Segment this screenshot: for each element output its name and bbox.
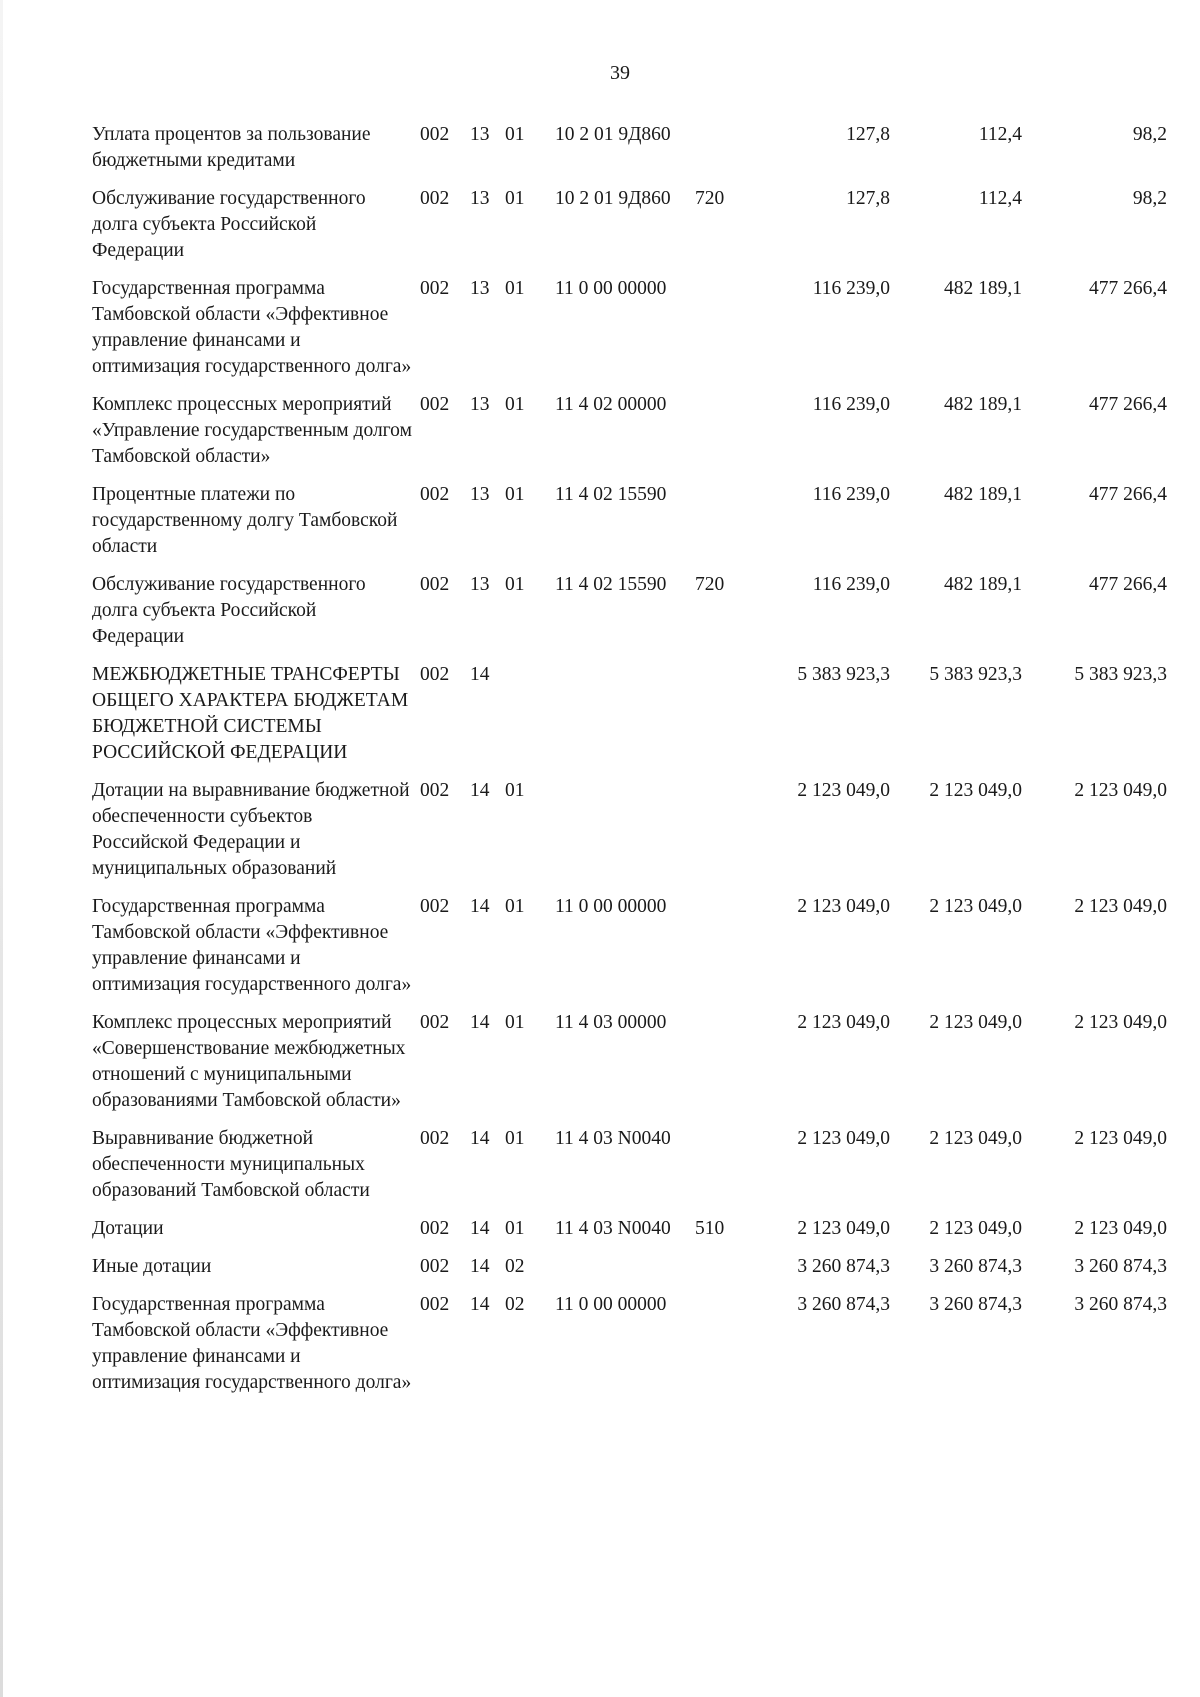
table-row xyxy=(92,1216,1167,1254)
subsection-code-cell: 01 xyxy=(505,896,525,917)
amount-year1-cell: 2 123 049,0 xyxy=(797,780,890,801)
amount-year2-cell: 482 189,1 xyxy=(944,484,1022,505)
ved-code-cell: 002 xyxy=(420,188,450,209)
section-code-cell: 13 xyxy=(470,484,490,505)
amount-year1-cell: 2 123 049,0 xyxy=(797,1012,890,1033)
subsection-code-cell: 02 xyxy=(505,1256,525,1277)
table-row xyxy=(92,186,1167,276)
target-article-cell: 11 0 00 00000 xyxy=(555,1294,667,1315)
ved-code-cell: 002 xyxy=(420,1294,450,1315)
row-name-cell: Процентные платежи по государственному долгу Тамбовской области xyxy=(92,484,398,557)
ved-code-cell: 002 xyxy=(420,278,450,299)
amount-year2-cell: 482 189,1 xyxy=(944,278,1022,299)
expense-type-cell: 510 xyxy=(695,1218,725,1239)
ved-code-cell: 002 xyxy=(420,896,450,917)
amount-year3-cell: 477 266,4 xyxy=(1089,574,1167,595)
target-article-cell: 11 4 02 15590 xyxy=(555,484,667,505)
row-name-cell: Комплекс процессных мероприятий «Управление государственным долгом Тамбовской области» xyxy=(92,394,412,467)
amount-year2-cell: 2 123 049,0 xyxy=(929,1012,1022,1033)
expense-type-cell xyxy=(695,1126,750,1216)
amount-year2-cell: 2 123 049,0 xyxy=(929,780,1022,801)
section-code-cell: 14 xyxy=(470,1012,490,1033)
subsection-code-cell: 01 xyxy=(505,1012,525,1033)
amount-year1-cell: 3 260 874,3 xyxy=(797,1294,890,1315)
subsection-code-cell xyxy=(505,662,555,778)
amount-year2-cell: 3 260 874,3 xyxy=(929,1294,1022,1315)
target-article-cell: 11 4 02 00000 xyxy=(555,394,667,415)
target-article-cell: 11 4 03 N0040 xyxy=(555,1218,671,1239)
table-row xyxy=(92,894,1167,1010)
section-code-cell: 14 xyxy=(470,780,490,801)
amount-year2-cell: 2 123 049,0 xyxy=(929,1128,1022,1149)
table-row xyxy=(92,276,1167,392)
target-article-cell: 11 0 00 00000 xyxy=(555,896,667,917)
page-number: 39 xyxy=(610,62,630,84)
amount-year2-cell: 112,4 xyxy=(978,124,1022,145)
table-row xyxy=(92,1010,1167,1126)
table-row xyxy=(92,1254,1167,1292)
row-name-cell: Выравнивание бюджетной обеспеченности муниципальных образований Тамбовской области xyxy=(92,1128,370,1201)
row-name-cell: Уплата процентов за пользование бюджетными кредитами xyxy=(92,124,371,171)
section-code-cell: 13 xyxy=(470,124,490,145)
row-name-cell: Дотации xyxy=(92,1218,164,1239)
amount-year3-cell: 2 123 049,0 xyxy=(1074,1012,1167,1033)
amount-year1-cell: 2 123 049,0 xyxy=(797,1218,890,1239)
subsection-code-cell: 01 xyxy=(505,1128,525,1149)
amount-year3-cell: 477 266,4 xyxy=(1089,278,1167,299)
target-article-cell xyxy=(555,1254,695,1292)
amount-year1-cell: 116 239,0 xyxy=(812,484,890,505)
amount-year3-cell: 98,2 xyxy=(1132,124,1167,145)
amount-year3-cell: 5 383 923,3 xyxy=(1074,664,1167,685)
amount-year2-cell: 2 123 049,0 xyxy=(929,896,1022,917)
expense-type-cell xyxy=(695,894,750,1010)
table-row xyxy=(92,662,1167,778)
amount-year1-cell: 3 260 874,3 xyxy=(797,1256,890,1277)
target-article-cell: 11 0 00 00000 xyxy=(555,278,667,299)
row-name-cell: Государственная программа Тамбовской области «Эффективное управление финансами и оптимизация государственного долга» xyxy=(92,1294,412,1393)
subsection-code-cell: 01 xyxy=(505,394,525,415)
subsection-code-cell: 02 xyxy=(505,1294,525,1315)
expense-type-cell xyxy=(695,122,750,186)
amount-year3-cell: 98,2 xyxy=(1132,188,1167,209)
target-article-cell: 11 4 02 15590 xyxy=(555,574,667,595)
target-article-cell xyxy=(555,662,695,778)
expense-type-cell xyxy=(695,392,750,482)
subsection-code-cell: 01 xyxy=(505,278,525,299)
ved-code-cell: 002 xyxy=(420,574,450,595)
table-body xyxy=(92,122,1167,1408)
expense-type-cell xyxy=(695,1254,750,1292)
section-code-cell: 13 xyxy=(470,188,490,209)
ved-code-cell: 002 xyxy=(420,1128,450,1149)
section-code-cell: 14 xyxy=(470,664,490,685)
section-code-cell: 14 xyxy=(470,896,490,917)
amount-year1-cell: 116 239,0 xyxy=(812,574,890,595)
subsection-code-cell: 01 xyxy=(505,1218,525,1239)
amount-year1-cell: 116 239,0 xyxy=(812,394,890,415)
ved-code-cell: 002 xyxy=(420,1256,450,1277)
amount-year3-cell: 2 123 049,0 xyxy=(1074,896,1167,917)
section-code-cell: 14 xyxy=(470,1256,490,1277)
row-name-cell: Государственная программа Тамбовской области «Эффективное управление финансами и оптимизация государственного долга» xyxy=(92,896,412,995)
ved-code-cell: 002 xyxy=(420,1012,450,1033)
section-code-cell: 14 xyxy=(470,1294,490,1315)
section-code-cell: 13 xyxy=(470,278,490,299)
section-code-cell: 14 xyxy=(470,1218,490,1239)
table-row xyxy=(92,1126,1167,1216)
amount-year3-cell: 3 260 874,3 xyxy=(1074,1294,1167,1315)
budget-table xyxy=(92,122,1167,1408)
scan-edge xyxy=(0,0,3,1697)
subsection-code-cell: 01 xyxy=(505,484,525,505)
subsection-code-cell: 01 xyxy=(505,188,525,209)
row-name-cell: МЕЖБЮДЖЕТНЫЕ ТРАНСФЕРТЫ ОБЩЕГО ХАРАКТЕРА БЮДЖЕТАМ БЮДЖЕТНОЙ СИСТЕМЫ РОССИЙСКОЙ ФЕДЕРАЦИИ xyxy=(92,664,409,763)
expense-type-cell xyxy=(695,1292,750,1408)
expense-type-cell: 720 xyxy=(695,574,725,595)
amount-year3-cell: 477 266,4 xyxy=(1089,394,1167,415)
target-article-cell: 11 4 03 N0040 xyxy=(555,1128,671,1149)
table-row xyxy=(92,392,1167,482)
target-article-cell xyxy=(555,778,695,894)
expense-type-cell xyxy=(695,482,750,572)
row-name-cell: Дотации на выравнивание бюджетной обеспеченности субъектов Российской Федерации и муниципальных образований xyxy=(92,780,410,879)
amount-year1-cell: 127,8 xyxy=(846,124,890,145)
amount-year2-cell: 3 260 874,3 xyxy=(929,1256,1022,1277)
amount-year2-cell: 482 189,1 xyxy=(944,574,1022,595)
table-row xyxy=(92,778,1167,894)
subsection-code-cell: 01 xyxy=(505,780,525,801)
target-article-cell: 11 4 03 00000 xyxy=(555,1012,667,1033)
amount-year1-cell: 127,8 xyxy=(846,188,890,209)
ved-code-cell: 002 xyxy=(420,664,450,685)
table-row xyxy=(92,122,1167,186)
row-name-cell: Обслуживание государственного долга субъекта Российской Федерации xyxy=(92,574,366,647)
table-row xyxy=(92,1292,1167,1408)
amount-year1-cell: 2 123 049,0 xyxy=(797,896,890,917)
ved-code-cell: 002 xyxy=(420,124,450,145)
amount-year3-cell: 2 123 049,0 xyxy=(1074,1128,1167,1149)
amount-year1-cell: 116 239,0 xyxy=(812,278,890,299)
ved-code-cell: 002 xyxy=(420,484,450,505)
amount-year1-cell: 5 383 923,3 xyxy=(797,664,890,685)
target-article-cell: 10 2 01 9Д860 xyxy=(555,124,671,145)
section-code-cell: 14 xyxy=(470,1128,490,1149)
amount-year3-cell: 2 123 049,0 xyxy=(1074,780,1167,801)
amount-year2-cell: 112,4 xyxy=(978,188,1022,209)
ved-code-cell: 002 xyxy=(420,394,450,415)
ved-code-cell: 002 xyxy=(420,780,450,801)
row-name-cell: Обслуживание государственного долга субъекта Российской Федерации xyxy=(92,188,366,261)
expense-type-cell xyxy=(695,276,750,392)
amount-year3-cell: 3 260 874,3 xyxy=(1074,1256,1167,1277)
amount-year2-cell: 5 383 923,3 xyxy=(929,664,1022,685)
target-article-cell: 10 2 01 9Д860 xyxy=(555,188,671,209)
amount-year1-cell: 2 123 049,0 xyxy=(797,1128,890,1149)
subsection-code-cell: 01 xyxy=(505,574,525,595)
expense-type-cell: 720 xyxy=(695,188,725,209)
row-name-cell: Комплекс процессных мероприятий «Совершенствование межбюджетных отношений с муниципальными образованиями Тамбовской области» xyxy=(92,1012,406,1111)
amount-year3-cell: 2 123 049,0 xyxy=(1074,1218,1167,1239)
row-name-cell: Государственная программа Тамбовской области «Эффективное управление финансами и оптимизация государственного долга» xyxy=(92,278,412,377)
amount-year3-cell: 477 266,4 xyxy=(1089,484,1167,505)
expense-type-cell xyxy=(695,1010,750,1126)
ved-code-cell: 002 xyxy=(420,1218,450,1239)
expense-type-cell xyxy=(695,662,750,778)
table-row xyxy=(92,482,1167,572)
amount-year2-cell: 482 189,1 xyxy=(944,394,1022,415)
row-name-cell: Иные дотации xyxy=(92,1256,212,1277)
section-code-cell: 13 xyxy=(470,394,490,415)
section-code-cell: 13 xyxy=(470,574,490,595)
expense-type-cell xyxy=(695,778,750,894)
amount-year2-cell: 2 123 049,0 xyxy=(929,1218,1022,1239)
table-row xyxy=(92,572,1167,662)
subsection-code-cell: 01 xyxy=(505,124,525,145)
